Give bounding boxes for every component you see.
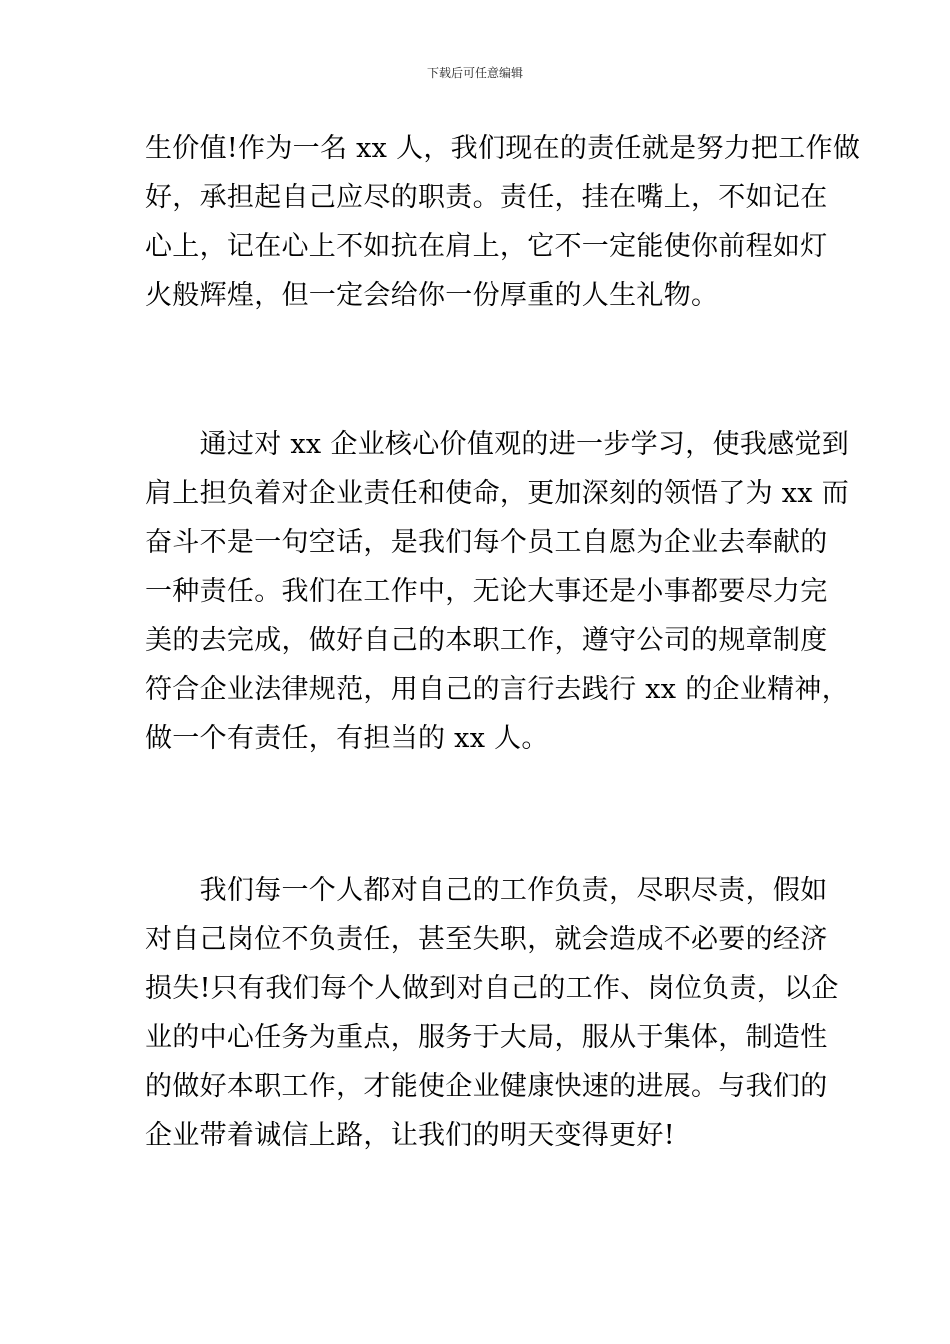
paragraph-line: 做一个有责任，有担当的 xx 人。 <box>145 723 549 754</box>
paragraph-line: 的做好本职工作，才能使企业健康快速的进展。与我们的 <box>145 1071 828 1102</box>
paragraph-line: 业的中心任务为重点，服务于大局，服从于集体，制造性 <box>145 1022 828 1053</box>
paragraph-line: 火般辉煌，但一定会给你一份厚重的人生礼物。 <box>145 280 719 311</box>
paragraph-line: 好，承担起自己应尽的职责。责任，挂在嘴上，不如记在 <box>145 182 828 213</box>
paragraph-line: 企业带着诚信上路，让我们的明天变得更好! <box>145 1120 675 1151</box>
paragraph-line: 一种责任。我们在工作中，无论大事还是小事都要尽力完 <box>145 576 828 607</box>
paragraph-2 <box>145 420 850 763</box>
paragraph-line: 对自己岗位不负责任，甚至失职，就会造成不必要的经济 <box>145 924 828 955</box>
paragraph-line: 奋斗不是一句空话，是我们每个员工自愿为企业去奉献的 <box>145 527 828 558</box>
paragraph-line: 我们每一个人都对自己的工作负责，尽职尽责，假如 <box>145 875 828 906</box>
paragraph-line: 美的去完成，做好自己的本职工作，遵守公司的规章制度 <box>145 625 828 656</box>
paragraph-line: 心上，记在心上不如抗在肩上，它不一定能使你前程如灯 <box>145 231 828 262</box>
paragraph-line: 生价值!作为一名 xx 人，我们现在的责任就是努力把工作做 <box>145 133 861 164</box>
page-header-note: 下载后可任意编辑 <box>426 66 523 80</box>
paragraph-line: 肩上担负着对企业责任和使命，更加深刻的领悟了为 xx 而 <box>145 478 850 509</box>
paragraph-1 <box>145 124 861 320</box>
paragraph-line: 损失!只有我们每个人做到对自己的工作、岗位负责，以企 <box>145 973 839 1004</box>
paragraph-3 <box>145 866 839 1160</box>
paragraph-line: 符合企业法律规范，用自己的言行去践行 xx 的企业精神， <box>145 674 850 705</box>
paragraph-line: 通过对 xx 企业核心价值观的进一步学习，使我感觉到 <box>145 429 850 460</box>
